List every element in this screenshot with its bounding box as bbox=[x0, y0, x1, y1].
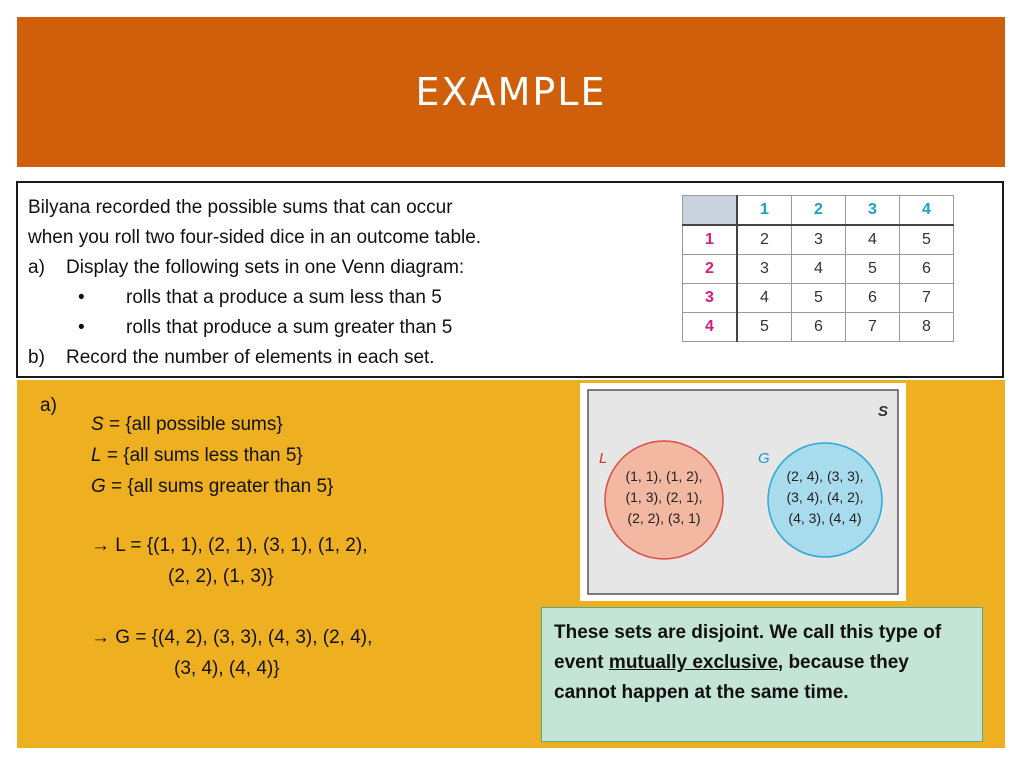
table-cell: 6 bbox=[792, 313, 846, 342]
slide-title: EXAMPLE bbox=[415, 70, 607, 114]
table-row bbox=[683, 313, 954, 342]
table-header-row bbox=[683, 196, 954, 226]
def-g-text: = {all sums greater than 5} bbox=[105, 476, 334, 497]
var-g: G bbox=[91, 476, 106, 497]
set-l-text-1: L = {(1, 1), (2, 1), (3, 1), (1, 2), bbox=[115, 535, 368, 556]
bullet-glyph: • bbox=[78, 287, 85, 308]
table-cell: 6 bbox=[846, 284, 900, 313]
note-box bbox=[541, 607, 983, 742]
column-header: 3 bbox=[846, 196, 900, 226]
column-header: 1 bbox=[737, 196, 792, 226]
problem-bullet-1 bbox=[28, 283, 481, 313]
arrow-icon: → bbox=[91, 627, 110, 648]
venn-g-line-2: (3, 4), (4, 2), bbox=[786, 489, 864, 505]
problem-text bbox=[28, 193, 481, 373]
table-cell: 7 bbox=[846, 313, 900, 342]
solution-part-label: a) bbox=[40, 395, 57, 416]
venn-l-line-1: (1, 1), (1, 2), bbox=[625, 468, 703, 484]
var-s: S bbox=[91, 414, 104, 435]
note-text-2: , because they cannot happen at the same time. bbox=[554, 652, 909, 703]
table-cell: 4 bbox=[792, 255, 846, 284]
venn-label-g: G bbox=[758, 450, 770, 467]
table-cell: 8 bbox=[900, 313, 954, 342]
note-underlined-term: mutually exclusive bbox=[608, 652, 778, 673]
var-l: L bbox=[91, 445, 102, 466]
table-cell: 3 bbox=[737, 255, 792, 284]
venn-label-l: L bbox=[599, 450, 608, 467]
set-l-line-1 bbox=[91, 530, 367, 561]
item-a-text: Display the following sets in one Venn diagram: bbox=[66, 257, 465, 278]
item-b-label: b) bbox=[28, 347, 45, 368]
set-g-line-2: (3, 4), (4, 4)} bbox=[174, 658, 280, 679]
set-g-text-1: G = {(4, 2), (3, 3), (4, 3), (2, 4), bbox=[115, 627, 373, 648]
table-cell: 4 bbox=[846, 225, 900, 255]
problem-line-2: when you roll two four-sided dice in an outcome table. bbox=[28, 227, 482, 248]
table-cell: 4 bbox=[737, 284, 792, 313]
table-cell: 2 bbox=[737, 225, 792, 255]
column-header: 2 bbox=[792, 196, 846, 226]
problem-bullet-2 bbox=[28, 313, 481, 343]
venn-universe-label: S bbox=[878, 403, 889, 420]
problem-item-b bbox=[28, 343, 481, 373]
row-header: 2 bbox=[683, 255, 738, 284]
bullet-glyph: • bbox=[78, 317, 85, 338]
item-b-text: Record the number of elements in each set. bbox=[66, 347, 435, 368]
table-cell: 6 bbox=[900, 255, 954, 284]
arrow-icon: → bbox=[91, 535, 110, 556]
venn-diagram bbox=[580, 383, 906, 601]
venn-g-line-3: (4, 3), (4, 4) bbox=[788, 510, 862, 526]
def-l-text: = {all sums less than 5} bbox=[101, 445, 303, 466]
table-cell: 5 bbox=[900, 225, 954, 255]
item-a-label: a) bbox=[28, 257, 45, 278]
table-cell: 5 bbox=[737, 313, 792, 342]
definition-l bbox=[91, 440, 333, 471]
row-header: 1 bbox=[683, 225, 738, 255]
note-text-1: These sets are disjoint. We call this type of event bbox=[554, 622, 942, 673]
table-cell: 5 bbox=[846, 255, 900, 284]
venn-svg bbox=[580, 383, 906, 601]
table-corner-cell bbox=[683, 196, 738, 226]
table-row bbox=[683, 255, 954, 284]
outcome-table bbox=[682, 195, 954, 342]
venn-g-line-1: (2, 4), (3, 3), bbox=[786, 468, 864, 484]
table-cell: 5 bbox=[792, 284, 846, 313]
definition-g bbox=[91, 471, 333, 502]
problem-line-1: Bilyana recorded the possible sums that can occur bbox=[28, 197, 453, 218]
table-row bbox=[683, 225, 954, 255]
definition-s bbox=[91, 409, 333, 440]
table-row bbox=[683, 284, 954, 313]
venn-l-line-2: (1, 3), (2, 1), bbox=[625, 489, 703, 505]
set-g-line-1 bbox=[91, 622, 372, 653]
set-l-line-2: (2, 2), (1, 3)} bbox=[168, 566, 274, 587]
table-cell: 7 bbox=[900, 284, 954, 313]
row-header: 4 bbox=[683, 313, 738, 342]
column-header: 4 bbox=[900, 196, 954, 226]
set-definitions bbox=[91, 409, 333, 502]
def-s-text: = {all possible sums} bbox=[103, 414, 283, 435]
problem-item-a bbox=[28, 253, 481, 283]
bullet-2-text: rolls that produce a sum greater than 5 bbox=[126, 317, 453, 338]
table-cell: 3 bbox=[792, 225, 846, 255]
row-header: 3 bbox=[683, 284, 738, 313]
title-bar bbox=[17, 17, 1005, 167]
bullet-1-text: rolls that a produce a sum less than 5 bbox=[126, 287, 442, 308]
venn-l-line-3: (2, 2), (3, 1) bbox=[627, 510, 701, 526]
